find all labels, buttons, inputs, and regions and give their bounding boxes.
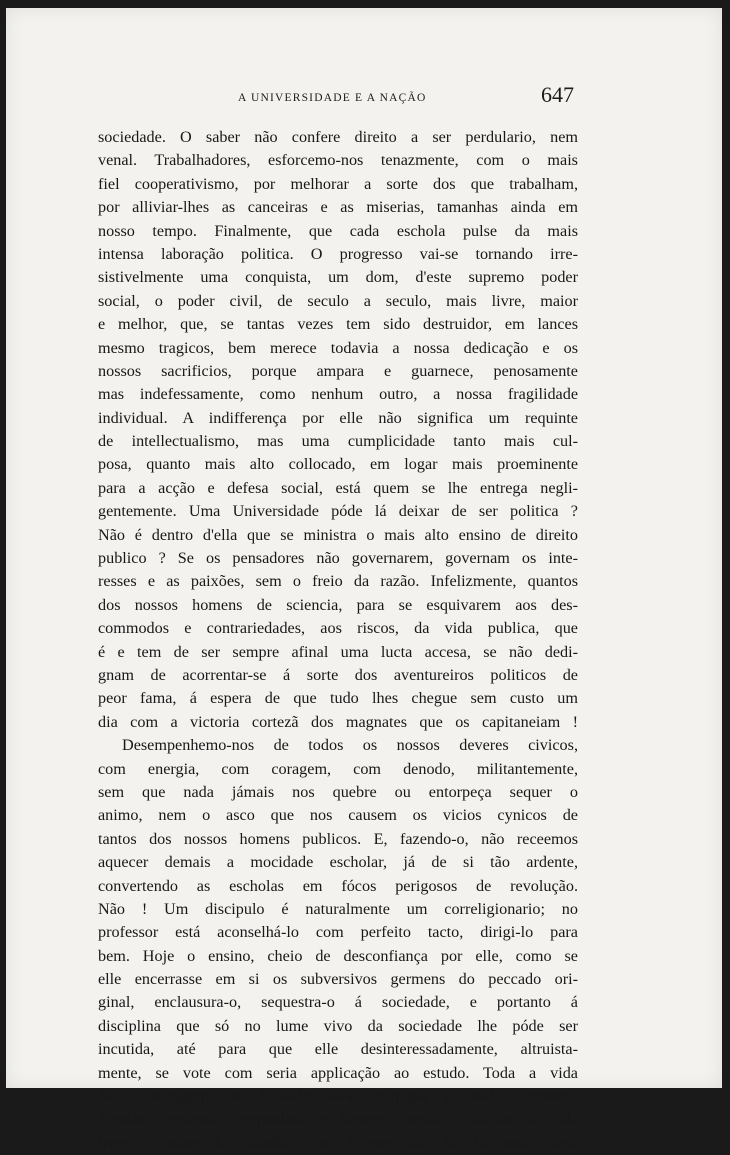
text-line: ginal, enclausura-o, sequestra-o á sociedade, e portanto á: [98, 993, 578, 1012]
text-line: e melhor, que, se tantas vezes tem sido destruidor, em lances: [98, 315, 578, 334]
text-line: dividas, requestar empenhos e favores, seduzir. Iniciar a vida: [98, 1110, 578, 1129]
text-line: resses e as paixões, sem o freio da razão. Infelizmente, quantos: [98, 572, 578, 591]
text-line: commodos e contrariedades, aos riscos, da vida publica, que: [98, 619, 578, 638]
text-line: sociedade. O saber não confere direito a ser perdulario, nem: [98, 128, 578, 146]
text-line: com energia, com coragem, com denodo, militantemente,: [98, 759, 578, 778]
text-line: convertendo as escholas em fócos perigosos de revolução.: [98, 876, 578, 895]
text-line: disciplina que só no lume vivo da sociedade lhe póde ser: [98, 1016, 578, 1035]
text-line: sistivelmente uma conquista, um dom, d'este supremo poder: [98, 268, 578, 287]
text-line: Não ! Um discipulo é naturalmente um correligionario; no: [98, 899, 578, 918]
text-line: professor está aconselhá-lo com perfeito tacto, dirigi-lo para: [98, 923, 578, 942]
text-line: bem. Hoje o ensino, cheio de desconfiança por elle, como se: [98, 946, 578, 965]
text-line: sem que nada jámais nos quebre ou entorpeça sequer o: [98, 782, 578, 801]
page-number: 647: [541, 82, 574, 107]
text-line: dos nossos homens de sciencia, para se esquivarem aos des-: [98, 595, 578, 614]
text-line: venal. Trabalhadores, esforcemo-nos tenazmente, com o mais: [98, 151, 578, 170]
text-line: mente, se vote com seria applicação ao estudo. Toda a vida: [98, 1063, 578, 1082]
paragraph-start-line: Desempenhemo-nos de todos os nossos deveres civicos,: [122, 736, 578, 755]
text-line: de intellectualismo, mas uma cumplicidade tanto mais cul-: [98, 432, 578, 451]
text-line: nossos sacrificios, porque ampara e guarnece, penosamente: [98, 361, 578, 380]
text-line: posa, quanto mais alto collocado, em logar mais proeminente: [98, 455, 578, 474]
text-line: é e tem de ser sempre afinal uma lucta accesa, se não dedi-: [98, 642, 578, 661]
text-line: por alliviar-lhes as canceiras e as miserias, tamanhas ainda em: [98, 198, 578, 217]
text-line: individual. A indifferença por elle não significa um requinte: [98, 408, 578, 427]
text-line: para a acção e defesa social, está quem se lhe entrega negli-: [98, 478, 578, 497]
text-line: gentemente. Uma Universidade póde lá deixar de ser politica ?: [98, 502, 578, 521]
text-line: mas indefessamente, como nenhum outro, a nossa fragilidade: [98, 385, 578, 404]
text-line: livre e nobre de cidadão, isso é que não. Se tal ousa, des-: [98, 1133, 578, 1152]
text-line: social, o poder civil, de seculo a seculo, mais livre, maior: [98, 291, 578, 310]
text-line: nosso tempo. Finalmente, que cada eschola pulse da mais: [98, 221, 578, 240]
running-title: A UNIVERSIDADE E A NAÇÃO: [238, 92, 427, 104]
text-line: de libertinagem lhe é dado levar: estragar a saude, contrahir: [98, 1087, 578, 1106]
text-line: Não é dentro d'ella que se ministra o mais alto ensino de direito: [98, 525, 578, 544]
text-line: fiel cooperativismo, por melhorar a sorte dos que trabalham,: [98, 174, 578, 193]
text-line: animo, nem o asco que nos causem os vicios cynicos de: [98, 806, 578, 825]
text-line: incutida, até para que elle desinteressadamente, altruista-: [98, 1040, 578, 1059]
text-line: mesmo tragicos, bem merece todavia a nossa dedicação e os: [98, 338, 578, 357]
text-line: tantos dos nossos homens publicos. E, fazendo-o, não receemos: [98, 829, 578, 848]
text-line: intensa laboração politica. O progresso vai-se tornando irre-: [98, 244, 578, 263]
book-page: [6, 8, 722, 1152]
text-line: aquecer demais a mocidade escholar, já de si tão ardente,: [98, 853, 578, 872]
text-line: gnam de acorrentar-se á sorte dos aventureiros politicos de: [98, 665, 578, 684]
text-line: peor fama, á espera de que tudo lhes chegue sem custo um: [98, 689, 578, 708]
paragraph-end-line: dia com a victoria cortezã dos magnates que os capitaneiam !: [98, 712, 578, 731]
text-line: publico ? Se os pensadores não governarem, governam os inte-: [98, 549, 578, 568]
text-line: elle encerrasse em si os subversivos germens do peccado ori-: [98, 970, 578, 989]
body-text: [98, 126, 578, 1155]
